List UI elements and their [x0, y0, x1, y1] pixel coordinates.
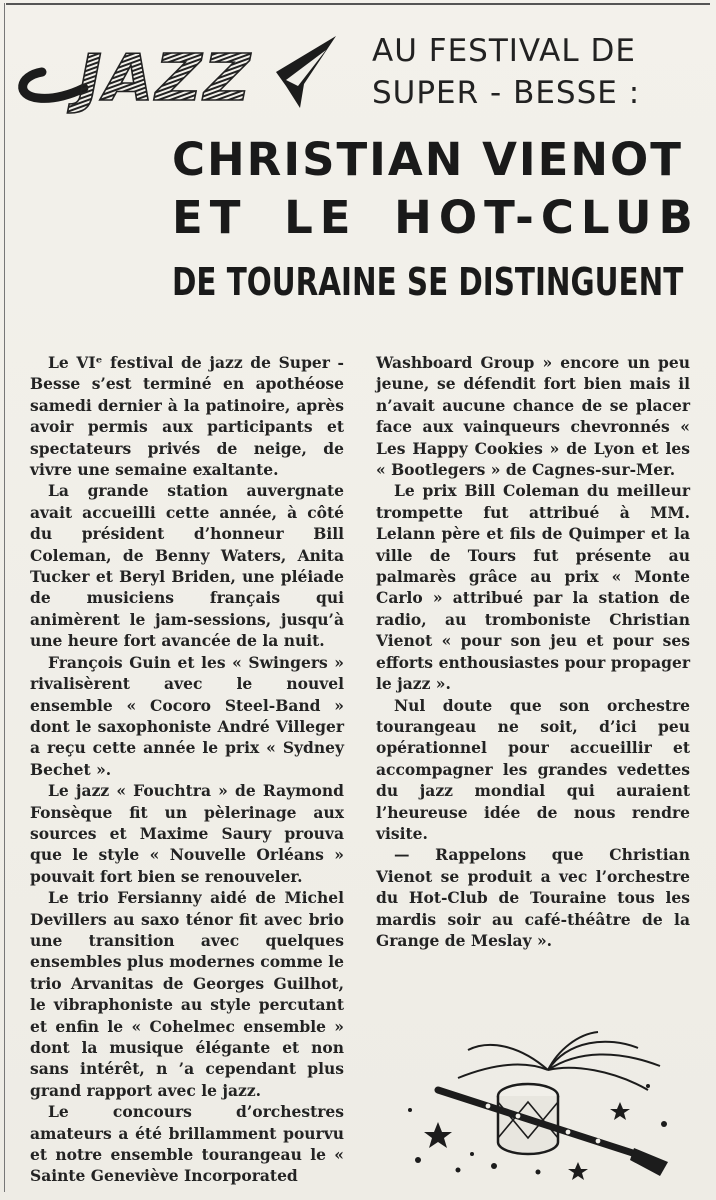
- jazz-logo: [14, 28, 344, 118]
- kicker-line-2: SUPER - BESSE :: [372, 75, 641, 111]
- headline-line-2: ET LE HOT-CLUB: [172, 191, 700, 244]
- paragraph: Le jazz « Fouchtra » de Raymond Fonsèque fit un pèlerinage aux sources et Maxime Saury prouva que le style « Nouvelle Orléans » pouvait fort bien se renouveler.: [30, 781, 344, 886]
- headline: [172, 132, 700, 312]
- svg-text:JAZZ: JAZZ: [78, 42, 253, 116]
- article-column-right: [376, 352, 690, 951]
- paragraph: Le concours d’orchestres amateurs a été brillamment pourvu et notre ensemble tourangeau le « Sainte Geneviève Incorporated: [30, 1102, 344, 1186]
- kicker: [372, 30, 692, 114]
- paragraph: Le VIᵉ festival de jazz de Super - Besse s’est terminé en apothéose samedi dernier à la patinoire, après avoir permis aux participants et spectateurs privés de neige, de vivre une semaine exaltante.: [30, 353, 344, 480]
- article-column-left: [30, 352, 344, 1187]
- paragraph: — Rappelons que Christian Vienot se produit a vec l’orchestre du Hot-Club de Touraine tous les mardis soir au café-théâtre de la Grange de Meslay ».: [376, 845, 690, 950]
- paragraph: La grande station auvergnate avait accueilli cette année, à côté du président d’honneur Bill Coleman, de Benny Waters, Anita Tucker et Beryl Briden, une pléiade de musiciens français qui animèrent le jam-sessions, jusqu’à une heure fort avancée de la nuit.: [30, 481, 344, 651]
- headline-line-1: CHRISTIAN VIENOT: [172, 133, 684, 186]
- paragraph: Le trio Fersianny aidé de Michel Devillers au saxo ténor fit avec brio une transition avec quelques ensembles plus modernes comme le trio Arvanitas de Georges Guilhot, le vibraphoniste au style percutant et enfin le « Cohelmec ensemble » dont la musique élégante et non sans intérêt, n ’a cependant plus grand rapport avec le jazz.: [30, 888, 344, 1100]
- left-rule: [4, 3, 5, 1192]
- headline-line-3: DE TOURAINE SE DISTINGUENT: [172, 260, 684, 304]
- top-rule: [6, 3, 710, 5]
- paragraph-continued: Washboard Group » encore un peu jeune, se défendit fort bien mais il n’avait aucune chance de se placer face aux vainqueurs chevronnés « Les Happy Cookies » de Lyon et les « Bootlegers » de Cagnes-sur-Mer.: [376, 353, 690, 480]
- kicker-line-1: AU FESTIVAL DE: [372, 33, 636, 69]
- paragraph: François Guin et les « Swingers » rivalisèrent avec le nouvel ensemble « Cocoro Steel-Band » dont le saxophoniste André Villeger a reçu cette année le prix « Sydney Bechet ».: [30, 652, 344, 779]
- paragraph: Nul doute que son orchestre tourangeau ne soit, d’ici peu opérationnel pour accueillir et accompagner les grandes vedettes du jazz mondial qui auraient l’heureuse idée de nous rendre visite.: [376, 695, 690, 843]
- instruments-illustration: [398, 1030, 688, 1180]
- paragraph: Le prix Bill Coleman du meilleur trompette fut attribué à MM. Lelann père et fils de Quimper et la ville de Tours fut présente au palmarès grâce au prix « Monte Carlo » attribué par la station de radio, au tromboniste Christian Vienot « pour son jeu et pour ses efforts enthousiastes pour propager le jazz ».: [376, 481, 690, 694]
